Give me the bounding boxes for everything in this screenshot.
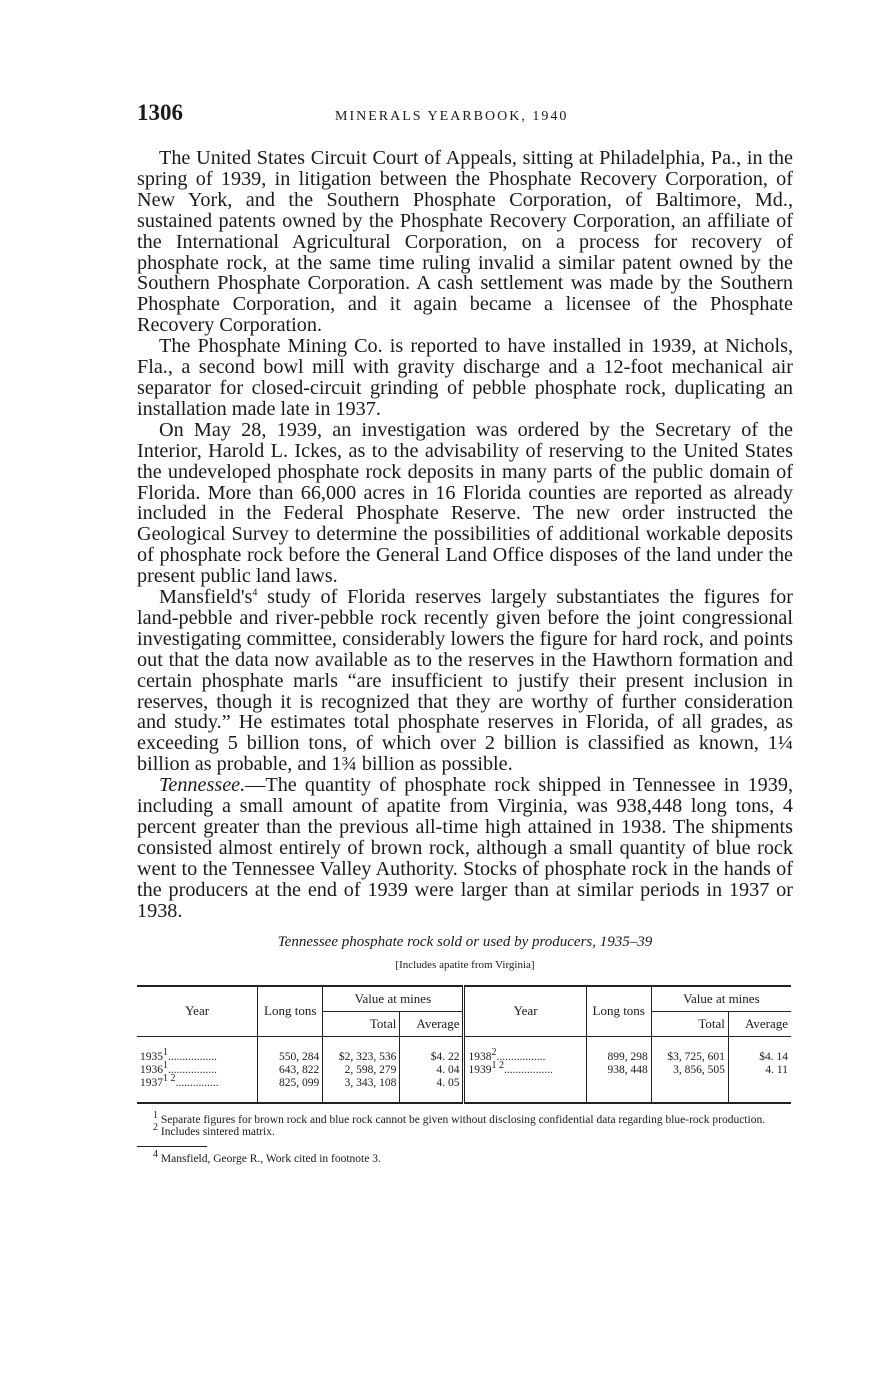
mansfield-lead: Mansfield's bbox=[159, 586, 253, 609]
running-head: MINERALS YEARBOOK, 1940 bbox=[335, 109, 569, 124]
footnote-text: Separate figures for brown rock and blue rock cannot be given without disclosing confidential data regarding blue-rock production. bbox=[158, 1113, 766, 1126]
table-title: Tennessee phosphate rock sold or used by producers, 1935–39 bbox=[277, 933, 653, 950]
year-value: 1935 bbox=[140, 1050, 163, 1063]
cell-long-tons: 899, 298 bbox=[586, 1036, 651, 1064]
header-long-tons-right: Long tons bbox=[586, 986, 651, 1037]
cell-long-tons: 550, 284 bbox=[258, 1036, 323, 1064]
header-long-tons-left: Long tons bbox=[258, 986, 323, 1037]
year-footnote-mark: 1 bbox=[163, 1046, 168, 1058]
year-value: 1936 bbox=[140, 1063, 163, 1076]
year-footnote-mark: 1 2 bbox=[491, 1059, 504, 1071]
cell-empty bbox=[728, 1077, 791, 1103]
table-subtitle: [Includes apatite from Virginia] bbox=[395, 958, 535, 971]
paragraph-patent-litigation: The United States Circuit Court of Appeals, sitting at Philadelphia, Pa., in the spring of 1939, in litigation between the Phosphate Recovery Corporation, of New York, and the Southern Phosphate Corporation, of Baltimore, Md., sustained patents owned by the Phosphate Recovery Corporation, an affiliate of the International Agricultural Corporation, on a process for recovery of phosphate rock, at the same time ruling invalid a similar patent owned by the Southern Phosphate Corporation. A cash settlement was made by the Southern Phosphate Corporation, and it again became a licensee of the Phosphate Recovery Corporation. bbox=[137, 147, 793, 337]
page-number: 1306 bbox=[137, 100, 183, 125]
cell-empty bbox=[651, 1077, 728, 1103]
year-value: 1937 bbox=[140, 1076, 163, 1089]
year-footnote-mark: 1 2 bbox=[163, 1072, 176, 1084]
cell-total: $2, 323, 536 bbox=[323, 1036, 400, 1064]
cell-year: 1936$^1$................. bbox=[140, 1059, 217, 1076]
footnote-text: Includes sintered matrix. bbox=[158, 1125, 275, 1138]
cell-empty bbox=[464, 1077, 586, 1103]
cell-average: 4. 11 bbox=[728, 1064, 791, 1077]
cell-long-tons: 825, 099 bbox=[258, 1077, 323, 1103]
header-total-left: Total bbox=[323, 1011, 400, 1036]
year-value: 1938 bbox=[468, 1050, 492, 1063]
cell-year: 1935$^1$................. bbox=[140, 1046, 217, 1063]
cell-total: 2, 598, 279 bbox=[323, 1064, 400, 1077]
footnote-divider bbox=[137, 1146, 207, 1147]
cell-empty bbox=[586, 1077, 651, 1103]
page-header bbox=[137, 100, 793, 134]
header-value-left: Value at mines bbox=[323, 986, 464, 1012]
cell-total: $3, 725, 601 bbox=[651, 1036, 728, 1064]
cell-long-tons: 938, 448 bbox=[586, 1064, 651, 1077]
header-average-right: Average bbox=[728, 1011, 791, 1036]
paragraph-investigation: On May 28, 1939, an investigation was ordered by the Secretary of the Interior, Harold L. Ickes, as to the advisability of reserving to the United States the undeveloped phosphate rock deposits in many parts of the public domain of Florida. More than 66,000 acres in 16 Florida counties are reported as already included in the Federal Phosphate Reserve. The new order instructed the Geological Survey to determine the possibilities of additional workable deposits of phosphate rock before the General Land Office disposes of the land under the present public land laws. bbox=[137, 418, 793, 588]
year-footnote-mark: 2 bbox=[491, 1046, 497, 1058]
mansfield-body: study of Florida reserves largely substantiates the figures for land-pebble and river-pebble rock recently given before the joint congressional investigating committee, considerably lowers the figure for hard rock, and points out that the data now available as to the reserves in the Hawthorn formation and certain phosphate marls “are insufficient to justify their present inclusion in reserves, though it is recognized that they are worthy of further consideration and study.” He estimates total phosphate reserves in Florida, of all grades, as exceeding 5 billion tons, of which over 2 billion is classified as known, 1¼ billion as probable, and 1¾ billion as possible. bbox=[137, 586, 793, 776]
year-footnote-mark: 1 bbox=[163, 1059, 168, 1071]
footnote-mark: 1 bbox=[153, 1109, 158, 1121]
cell-total: 3, 856, 505 bbox=[651, 1064, 728, 1077]
cell-year: $1939^{1 2}$................. bbox=[464, 1064, 586, 1077]
body-text bbox=[137, 148, 793, 922]
table-row bbox=[137, 1064, 791, 1077]
cell-average: 4. 04 bbox=[400, 1064, 464, 1077]
year-value: 1939 bbox=[468, 1063, 492, 1076]
table-footnote-2 bbox=[137, 1121, 793, 1138]
cell-year: 1938$^2$................. bbox=[464, 1036, 586, 1064]
phosphate-table bbox=[137, 985, 791, 1104]
cell-average: $4. 22 bbox=[400, 1036, 464, 1064]
cell-total: 3, 343, 108 bbox=[323, 1077, 400, 1103]
table-row bbox=[137, 1036, 791, 1064]
cell-year: $1937^{1 2}$............... bbox=[140, 1072, 219, 1089]
header-total-right: Total bbox=[651, 1011, 728, 1036]
header-value-right: Value at mines bbox=[651, 986, 791, 1012]
footnote-mark: 4 bbox=[153, 1148, 158, 1160]
header-year-left: Year bbox=[137, 986, 258, 1037]
footnote-text: Mansfield, George R., Work cited in footnote 3. bbox=[158, 1152, 381, 1165]
table-footnotes bbox=[137, 1109, 793, 1165]
header-average-left: Average bbox=[400, 1011, 464, 1036]
cell-average: $4. 14 bbox=[728, 1036, 791, 1064]
header-year-right: Year bbox=[464, 986, 586, 1037]
page-footnote-4 bbox=[137, 1148, 793, 1165]
cell-average: 4. 05 bbox=[400, 1077, 464, 1103]
document-page bbox=[137, 100, 793, 1165]
tennessee-heading: Tennessee. bbox=[159, 774, 246, 797]
paragraph-mansfield-study bbox=[137, 587, 793, 775]
footnote-mark: 2 bbox=[153, 1121, 158, 1133]
table-row bbox=[137, 1077, 791, 1103]
table-footnote-1 bbox=[137, 1109, 793, 1126]
paragraph-bowl-mill: The Phosphate Mining Co. is reported to have installed in 1939, at Nichols, Fla., a second bowl mill with gravity discharge and a 12-foot mechanical air separator for closed-circuit grinding of pebble phosphate rock, duplicating an installation made late in 1937. bbox=[137, 335, 793, 420]
tennessee-body: —The quantity of phosphate rock shipped in Tennessee in 1939, including a small amount of apatite from Virginia, was 938,448 long tons, 4 percent greater than the previous all-time high attained in 1938. The shipments consisted almost entirely of brown rock, although a small quantity of blue rock went to the Tennessee Valley Authority. Stocks of phosphate rock in the hands of the producers at the end of 1939 were larger than at similar periods in 1937 or 1938. bbox=[137, 774, 793, 922]
paragraph-tennessee bbox=[137, 775, 793, 921]
footnote-ref-4: 4 bbox=[252, 587, 258, 599]
cell-long-tons: 643, 822 bbox=[258, 1064, 323, 1077]
